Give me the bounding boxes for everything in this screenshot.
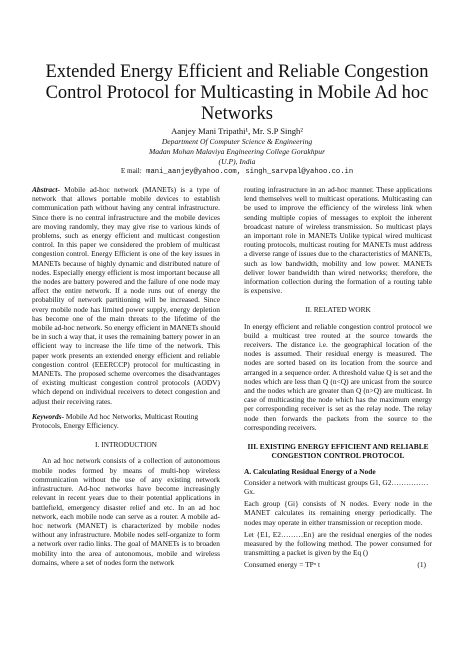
groups-paragraph: Consider a network with multicast groups G1, G2……………Gx. [244, 477, 429, 496]
abstract-label: Abstract- [32, 185, 60, 194]
abstract-text: Mobile ad-hoc network (MANETs) is a type of network that allows portable mobile devices to establish communication path without having any central infrastructure. Since there is no central infrastructure and the mobile devices are moving randomly, they may give rise to various kinds of problems, such as energy efficient and multicast congestion control. In this paper we considered the problem of multicast congestion control. Energy Efficient is one of the key issues in MANETs because of highly dynamic and distributed nature of nodes. Especially energy efficient is most important because all the nodes are battery powered and the failure of one node may affect the entire network. If a node runs out of energy the probability of network partitioning will be increased. Since every mobile node has limited power supply, energy depletion has become one of the main threats to the lifetime of the mobile ad-hoc network. So energy efficient in MANETs should be in such a way that, it uses the remaining battery power in an efficient way to increase the life time of the network. This paper work presents an extended energy efficient and reliable congestion control (EEERCCP) protocol for multicasting in MANETs. The proposed scheme overcomes the disadvantages of existing multicast congestion control protocols (AODV) which depend on individual receivers to detect congestion and adjust their receiving rates. [32, 185, 220, 406]
energies-paragraph: Let {E1, E2………En} are the residual energies of the nodes measured by the following method. The power consumed for transmitting a packet is given by the Eq () [244, 529, 432, 558]
author-college: Madan Mohan Malaviya Engineering College Gorakhpur [148, 147, 326, 156]
paper-title: Extended Energy Efficient and Reliable Congestion Control Protocol for Multicasting in Mobile Ad hoc Networks [45, 62, 429, 124]
section-heading-introduction: I. INTRODUCTION [95, 440, 157, 450]
author-emails [40, 167, 434, 176]
left-column [32, 185, 220, 570]
keywords-text: Mobile Ad hoc Networks, Multicast Routing Protocols, Energy Efficiency. [32, 411, 199, 431]
related-work-paragraph: In energy efficient and reliable congestion control protocol we build a multicast tree routed at the source towards the receivers. The distance i.e. the geographical location of the nodes is assumed. Their residual energy is measured. The nodes are sorted based on its location from the source and arranged in a sequence order. A threshold value Q is set and the nodes which are less than Q (n<Q) are unicast from the source and the nodes which are greater than Q (n>Q) are multicast. In case of multicasting the node which has the maximum energy per corresponding receiver is set as the relay node. The relay node then forwards the packets from the source to the corresponding receivers. [244, 321, 432, 432]
equation-number: (1) [417, 560, 426, 570]
abstract-paragraph [32, 185, 220, 406]
equation-text: Consumed energy = TPᵅ t [244, 560, 321, 570]
introduction-continued-paragraph: routing infrastructure in an ad-hoc manner. These applications lend themselves well to multicast operations. Multicasting can be used to improve the efficiency of the wireless link when sending multiple copies of messages to exploit the inherent broadcast nature of wireless transmission. So multicast plays an important role in MANETs Unlike typical wired multicast routing protocols, multicast routing for MANETs must address a diverse range of issues due to the characteristics of MANETs, such as low bandwidth, mobility and low power. MANETs deliver lower bandwidth than wired networks; therefore, the information collection during the formation of a routing table is expensive. [244, 185, 432, 296]
author-place: (U.P), India [218, 157, 256, 166]
nodes-paragraph: Each group {Gi} consists of N nodes. Every node in the MANET calculates its remaining energy periodically. The nodes may operate in either transmission or reception mode. [244, 499, 432, 527]
subsection-heading-residual-energy: A. Calculating Residual Energy of a Node [244, 467, 376, 477]
equation-1 [244, 560, 432, 569]
keywords-paragraph [32, 412, 220, 430]
paper-authors: Aanjey Mani Tripathi¹, Mr. S.P Singh² [171, 126, 303, 136]
introduction-paragraph: An ad hoc network consists of a collection of autonomous mobile nodes formed by means of multi-hop wireless communication without the use of any existing network infrastructure. Ad-hoc networks have become increasingly relevant in recent years due to their potential applications in battlefield, emergency disaster relief and etc. In an ad hoc network, each mobile node can serve as a router. A mobile ad-hoc network (MANET) is characterized by mobile nodes without any infrastructure. Mobile nodes self-organize to form a network over radio links. The goal of MANETs is to broaden mobility into the area of autonomous, mobile and wireless domains, where a set of nodes form the network [32, 456, 220, 567]
author-department: Department Of Computer Science & Engineering [161, 137, 313, 146]
section-heading-related-work: II. RELATED WORK [305, 305, 371, 315]
section-heading-existing-protocol: III. EXISTING ENERGY EFFICIENT AND RELIABLE CONGESTION CONTROL PROTOCOL [247, 442, 429, 461]
email-addresses: mani_aanjey@yahoo.com, singh_sarvpal@yahoo.co.in [146, 168, 354, 176]
right-column [244, 185, 432, 570]
keywords-label: Keywords- [32, 411, 65, 421]
email-label: E mail: [120, 167, 142, 175]
